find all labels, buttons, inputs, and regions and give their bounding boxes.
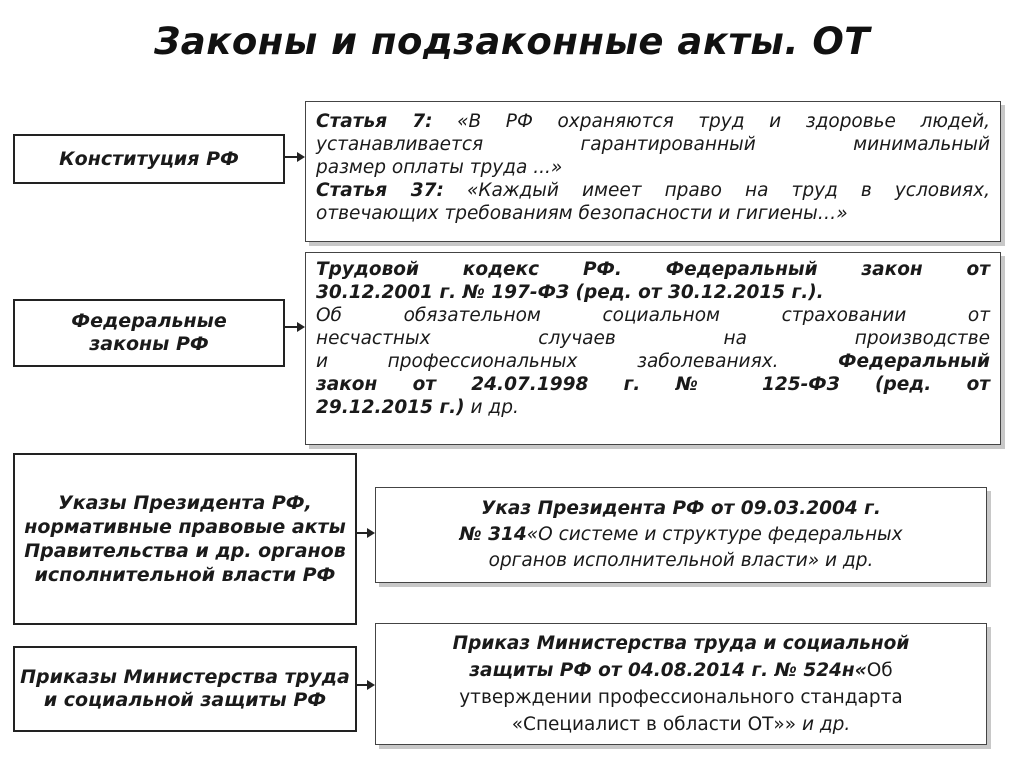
constitution-box — [13, 134, 285, 184]
insurance-law-line-4: закон от 24.07.1998 г. № 125-ФЗ (ред. от — [316, 374, 990, 395]
article-7-label: Статья 7: — [316, 111, 433, 132]
ministry-orders-box — [13, 646, 357, 732]
federal-laws-label: Федеральные законы РФ — [71, 310, 227, 355]
constitution-articles-box — [305, 101, 1001, 242]
order-line-3: утверждении профессионального стандарта — [459, 687, 903, 708]
federal-laws-details-box — [305, 252, 1001, 445]
article-7-line-1: Статья 7: «В РФ охраняются труд и здоровье людей, — [316, 111, 991, 132]
arrow-decrees — [357, 532, 373, 534]
article-37-line-2: отвечающих требованиям безопасности и гигиены…» — [316, 203, 848, 224]
decrees-box — [13, 453, 357, 625]
labor-code-line-2: 30.12.2001 г. № 197-ФЗ (ред. от 30.12.2015 г.). — [316, 282, 824, 303]
labor-code-line-1: Трудовой кодекс РФ. Федеральный закон от — [316, 259, 990, 280]
decree-line-1: Указ Президента РФ от 09.03.2004 г. — [481, 498, 881, 519]
decrees-label: Указы Президента РФ, нормативные правовые акты Правительства и др. органов исполнительной власти РФ — [24, 492, 346, 586]
ministry-orders-label: Приказы Министерства труда и социальной защиты РФ — [20, 666, 350, 711]
decree-line-3: органов исполнительной власти» и др. — [488, 550, 874, 571]
decree-line-2: № 314«О системе и структуре федеральных — [459, 524, 903, 545]
federal-laws-box — [13, 299, 285, 367]
arrow-federal-laws — [285, 326, 303, 328]
order-line-2: защиты РФ от 04.08.2014 г. № 524н«Об — [469, 660, 893, 681]
order-line-1: Приказ Министерства труда и социальной — [452, 633, 910, 654]
page-title: Законы и подзаконные акты. ОТ — [153, 20, 871, 63]
presidential-decree-box — [375, 487, 987, 583]
article-7-line-3: размер оплаты труда ...» — [316, 157, 563, 178]
insurance-law-line-2: несчастных случаев на производстве — [316, 328, 990, 349]
article-37-line-1: Статья 37: «Каждый имеет право на труд в условиях, — [316, 180, 990, 201]
constitution-label: Конституция РФ — [59, 147, 239, 170]
order-line-4: «Специалист в области ОТ»» и др. — [511, 714, 851, 735]
article-7-line-2: устанавливается гарантированный минимальный — [316, 134, 990, 155]
ministry-order-box — [375, 623, 987, 745]
insurance-law-line-5: 29.12.2015 г.) и др. — [316, 397, 519, 418]
insurance-law-line-1: Об обязательном социальном страховании от — [316, 305, 990, 326]
insurance-law-line-3: и профессиональных заболеваниях. Федеральный — [316, 351, 990, 372]
article-37-label: Статья 37: — [316, 180, 444, 201]
arrow-ministry — [357, 684, 373, 686]
arrow-constitution — [285, 156, 303, 158]
